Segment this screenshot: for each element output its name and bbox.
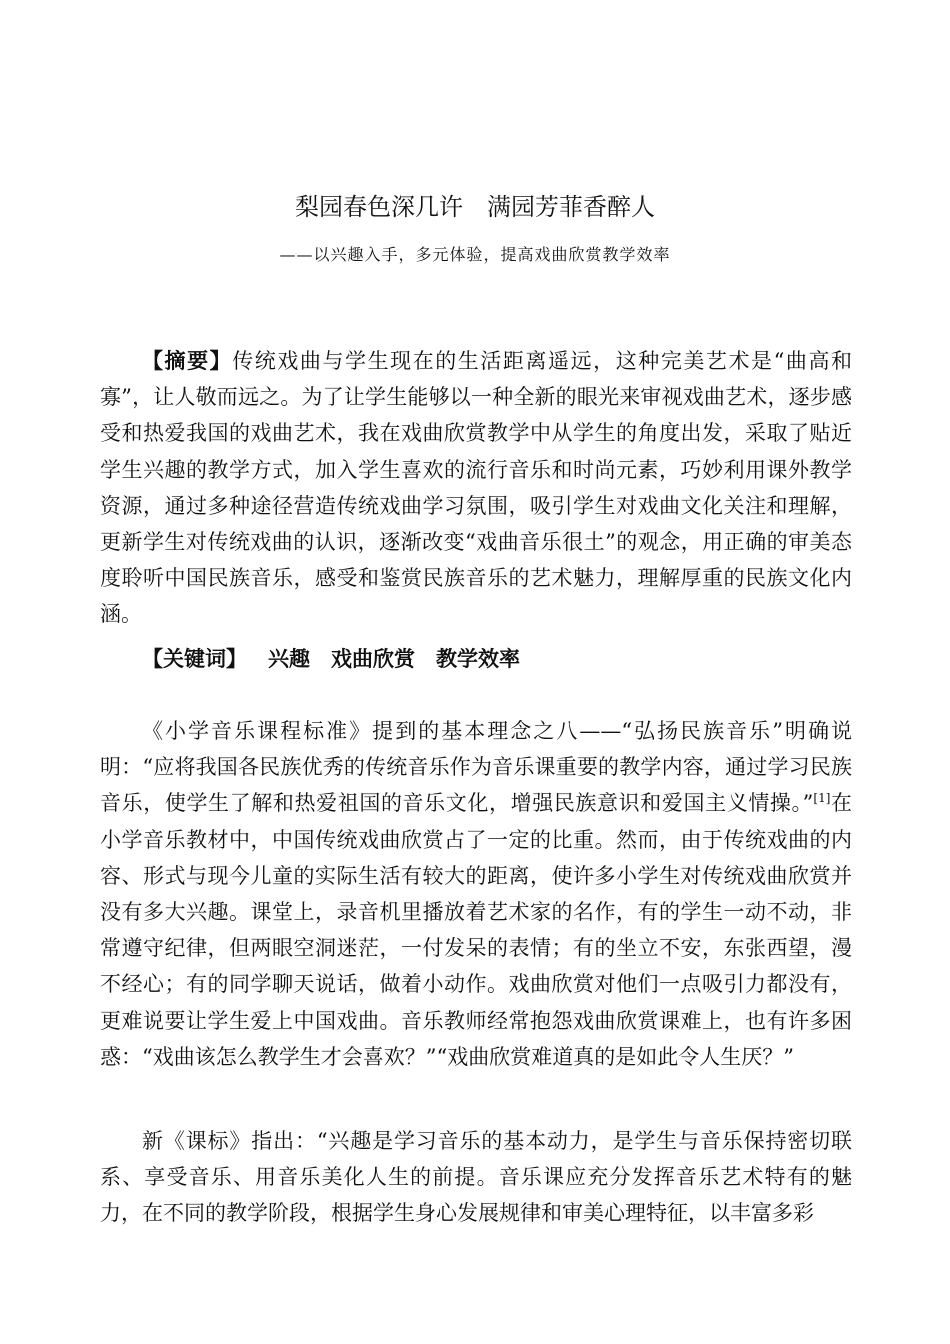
- keywords-line: [100, 641, 852, 677]
- abstract-text: 传统戏曲与学生现在的生活距离遥远，这种完美艺术是“曲高和寡”，让人敬而远之。为了让学生能够以一种全新的眼光来审视戏曲艺术，逐步感受和热爱我国的戏曲艺术，我在戏曲欣赏教学中从学生的角度出发，采取了贴近学生兴趣的教学方式，加入学生喜欢的流行音乐和时尚元素，巧妙利用课外教学资源，通过多种途径营造传统戏曲学习氛围，吸引学生对戏曲文化关注和理解，更新学生对传统戏曲的认识，逐渐改变“戏曲音乐很土”的观念，用正确的审美态度聆听中国民族音乐，感受和鉴赏民族音乐的艺术魅力，理解厚重的民族文化内涵。: [100, 349, 853, 627]
- document-title: 梨园春色深几许 满园芳菲香醉人: [295, 193, 655, 221]
- keyword-item: 戏曲欣赏: [331, 646, 415, 671]
- keyword-item: 兴趣: [268, 646, 310, 671]
- abstract-label: 【摘要】: [142, 348, 233, 373]
- paragraph-text: 新《课标》指出：“兴趣是学习音乐的基本动力，是学生与音乐保持密切联系、享受音乐、用音乐美化人生的前提。音乐课应充分发挥音乐艺术特有的魅力，在不同的教学阶段，根据学生身心发展规律和审美心理特征，以丰富多彩: [100, 1129, 852, 1226]
- keyword-item: 教学效率: [436, 646, 520, 671]
- body-paragraph-1: [100, 713, 852, 1075]
- keywords-label: 【关键词】: [142, 646, 247, 671]
- citation-marker: [1]: [813, 791, 831, 806]
- paragraph-text: 在小学音乐教材中，中国传统戏曲欣赏占了一定的比重。然而，由于传统戏曲的内容、形式与现今儿童的实际生活有较大的距离，使许多小学生对传统戏曲欣赏并没有多大兴趣。课堂上，录音机里播放着艺术家的名作，有的学生一动不动，非常遵守纪律，但两眼空洞迷茫，一付发呆的表情；有的坐立不安，东张西望，漫不经心；有的同学聊天说话，做着小动作。戏曲欣赏对他们一点吸引力都没有，更难说要让学生爱上中国戏曲。音乐教师经常抱怨戏曲欣赏课难上，也有许多困惑：“戏曲该怎么教学生才会喜欢？”“戏曲欣赏难道真的是如此令人生厌？”: [100, 791, 853, 1069]
- body-paragraph-2: [100, 1123, 852, 1232]
- document-subtitle: ——以兴趣入手，多元体验，提高戏曲欣赏教学效率: [279, 245, 671, 264]
- paragraph-text: 《小学音乐课程标准》提到的基本理念之八——“弘扬民族音乐”明确说明：“应将我国各民族优秀的传统音乐作为音乐课重要的教学内容，通过学习民族音乐，使学生了解和热爱祖国的音乐文化，增强民族意识和爱国主义情操。”: [100, 719, 852, 816]
- abstract-paragraph: [100, 343, 852, 633]
